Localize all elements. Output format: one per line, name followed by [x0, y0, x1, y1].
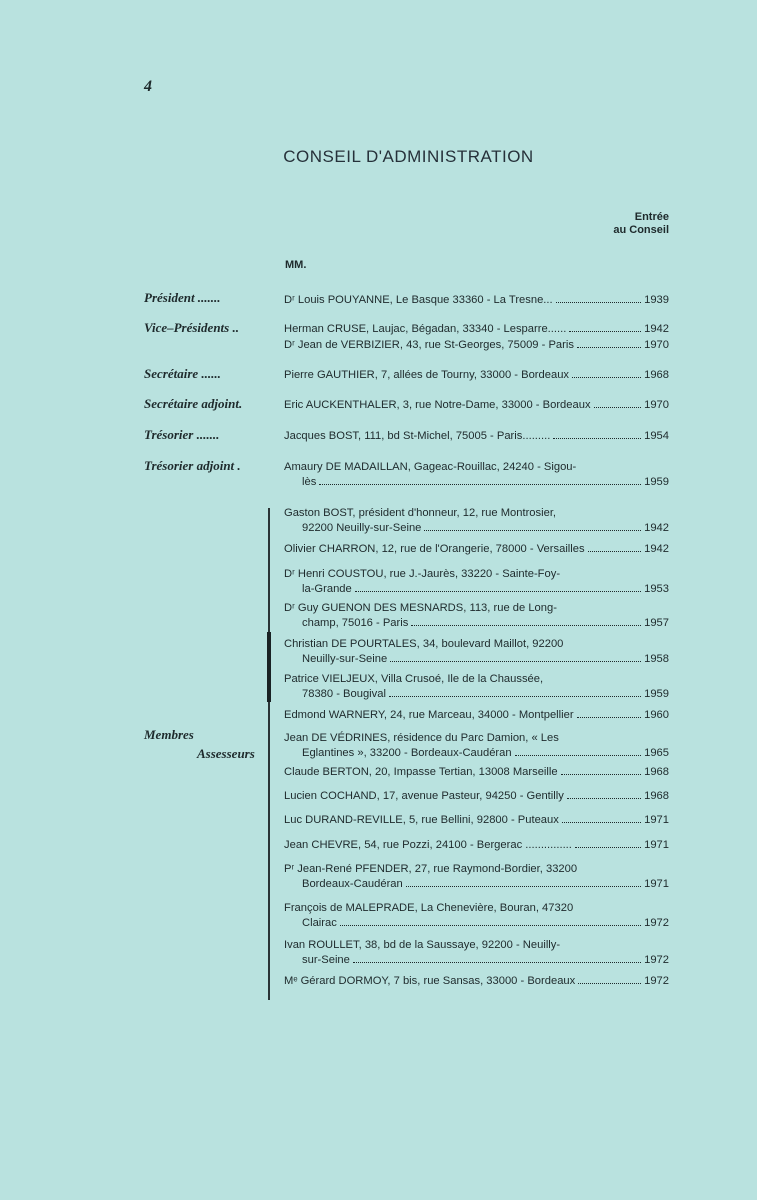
member-year: 1942 [644, 522, 669, 534]
member-text: Olivier CHARRON, 12, rue de l'Orangerie, 78000 - Versailles [284, 543, 585, 555]
dot-leader [569, 331, 641, 332]
member-year: 1972 [644, 975, 669, 987]
member-text: Patrice VIELJEUX, Villa Crusoé, Ile de la Chaussée, [284, 673, 544, 685]
officer-year: 1942 [644, 323, 669, 335]
dot-leader [424, 530, 641, 531]
member-entry [284, 789, 669, 804]
officer-text: Dʳ Jean de VERBIZIER, 43, rue St-Georges, 75009 - Paris [284, 339, 574, 351]
member-text: Pʳ Jean-René PFENDER, 27, rue Raymond-Bordier, 33200 [284, 863, 578, 875]
member-year: 1971 [644, 814, 669, 826]
member-text: Jean DE VÉDRINES, résidence du Parc Damion, « Les [284, 732, 559, 744]
role-assesseurs: Assesseurs [197, 746, 255, 761]
member-year: 1959 [644, 688, 669, 700]
dot-leader [340, 925, 641, 926]
member-text: Bordeaux-Caudéran [302, 878, 403, 890]
dot-leader [575, 847, 641, 848]
officer-entry [284, 368, 669, 383]
dot-leader [572, 377, 641, 378]
member-text: Lucien COCHAND, 17, avenue Pasteur, 94250 - Gentilly [284, 790, 564, 802]
officer-year: 1954 [644, 430, 669, 442]
member-text: Jean CHEVRE, 54, rue Pozzi, 24100 - Bergerac ............... [284, 839, 572, 851]
column-header [613, 211, 669, 237]
member-text: Clairac [302, 917, 337, 929]
member-year: 1968 [644, 766, 669, 778]
member-entry [284, 567, 669, 597]
member-text: Mᵉ Gérard DORMOY, 7 bis, rue Sansas, 33000 - Bordeaux [284, 975, 576, 987]
member-entry [284, 938, 669, 968]
dot-leader [390, 661, 641, 662]
role-vice-presidents: Vice–Présidents .. [144, 320, 239, 335]
officer-year: 1959 [644, 476, 669, 488]
members-bracket-line [268, 508, 270, 1000]
member-text: Gaston BOST, président d'honneur, 12, rue Montrosier, [284, 507, 557, 519]
page-number: 4 [144, 78, 152, 95]
dot-leader [562, 822, 641, 823]
officer-text: Pierre GAUTHIER, 7, allées de Tourny, 33000 - Bordeaux [284, 369, 570, 381]
member-year: 1957 [644, 617, 669, 629]
officer-entry [284, 338, 669, 353]
officer-entry [284, 398, 669, 413]
dot-leader [561, 774, 641, 775]
officer-text: Herman CRUSE, Laujac, Bégadan, 33340 - Lesparre...... [284, 323, 567, 335]
dot-leader [355, 591, 641, 592]
dot-leader [577, 717, 642, 718]
officer-year: 1939 [644, 294, 669, 306]
officer-year: 1970 [644, 339, 669, 351]
officer-text: Amaury DE MADAILLAN, Gageac-Rouillac, 24240 - Sigou- [284, 461, 577, 473]
member-entry [284, 637, 669, 667]
member-year: 1972 [644, 954, 669, 966]
page-title: CONSEIL D'ADMINISTRATION [283, 147, 534, 166]
member-entry [284, 542, 669, 557]
member-text: Ivan ROULLET, 38, bd de la Saussaye, 92200 - Neuilly- [284, 939, 561, 951]
dot-leader [577, 347, 641, 348]
dot-leader [353, 962, 641, 963]
dot-leader [594, 407, 642, 408]
officer-text: Jacques BOST, 111, bd St-Michel, 75005 - Paris......... [284, 430, 551, 442]
member-text: champ, 75016 - Paris [302, 617, 409, 629]
role-tresorier: Trésorier ....... [144, 427, 220, 442]
member-entry [284, 813, 669, 828]
member-text: Dʳ Henri COUSTOU, rue J.-Jaurès, 33220 - Sainte-Foy- [284, 568, 561, 580]
member-text: François de MALEPRADE, La Chenevière, Bouran, 47320 [284, 902, 574, 914]
member-text: la-Grande [302, 583, 352, 595]
member-text: 78380 - Bougival [302, 688, 386, 700]
member-text: Neuilly-sur-Seine [302, 653, 388, 665]
member-year: 1965 [644, 747, 669, 759]
member-year: 1958 [644, 653, 669, 665]
member-entry [284, 672, 669, 702]
dot-leader [553, 438, 641, 439]
officer-entry [284, 460, 669, 490]
members-bracket-mark [267, 632, 271, 702]
member-entry [284, 765, 669, 780]
mm-label: MM. [285, 259, 307, 271]
member-year: 1953 [644, 583, 669, 595]
member-entry [284, 901, 669, 931]
member-year: 1960 [644, 709, 669, 721]
member-text: Claude BERTON, 20, Impasse Tertian, 13008 Marseille [284, 766, 558, 778]
dot-leader [578, 983, 641, 984]
member-entry [284, 974, 669, 989]
officer-text: lès [302, 476, 317, 488]
officer-year: 1968 [644, 369, 669, 381]
dot-leader [556, 302, 641, 303]
dot-leader [319, 484, 641, 485]
officer-entry [284, 322, 669, 337]
member-year: 1968 [644, 790, 669, 802]
officer-entry [284, 429, 669, 444]
member-text: Eglantines », 33200 - Bordeaux-Caudéran [302, 747, 512, 759]
role-secretaire-adjoint: Secrétaire adjoint. [144, 396, 243, 411]
member-year: 1972 [644, 917, 669, 929]
member-entry [284, 506, 669, 536]
officer-text: Dʳ Louis POUYANNE, Le Basque 33360 - La Tresne... [284, 294, 553, 306]
member-year: 1942 [644, 543, 669, 555]
role-president: Président ....... [144, 290, 221, 305]
officer-text: Eric AUCKENTHALER, 3, rue Notre-Dame, 33000 - Bordeaux [284, 399, 591, 411]
role-membres: Membres [144, 727, 194, 742]
officer-entry [284, 293, 669, 308]
member-text: Luc DURAND-REVILLE, 5, rue Bellini, 92800 - Puteaux [284, 814, 559, 826]
member-text: sur-Seine [302, 954, 350, 966]
dot-leader [389, 696, 641, 697]
member-entry [284, 862, 669, 892]
member-text: Edmond WARNERY, 24, rue Marceau, 34000 - Montpellier [284, 709, 574, 721]
role-tresorier-adjoint: Trésorier adjoint . [144, 458, 241, 473]
member-year: 1971 [644, 878, 669, 890]
dot-leader [411, 625, 641, 626]
officer-year: 1970 [644, 399, 669, 411]
dot-leader [567, 798, 641, 799]
member-entry [284, 708, 669, 723]
dot-leader [588, 551, 642, 552]
dot-leader [406, 886, 641, 887]
member-text: 92200 Neuilly-sur-Seine [302, 522, 422, 534]
member-entry [284, 601, 669, 631]
member-year: 1971 [644, 839, 669, 851]
column-header-line2: au Conseil [613, 224, 669, 236]
member-entry [284, 838, 669, 853]
column-header-line1: Entrée [634, 211, 669, 223]
member-text: Christian DE POURTALES, 34, boulevard Maillot, 92200 [284, 638, 564, 650]
role-secretaire: Secrétaire ...... [144, 366, 221, 381]
dot-leader [515, 755, 642, 756]
member-text: Dʳ Guy GUENON DES MESNARDS, 113, rue de Long- [284, 602, 557, 614]
member-entry [284, 731, 669, 761]
